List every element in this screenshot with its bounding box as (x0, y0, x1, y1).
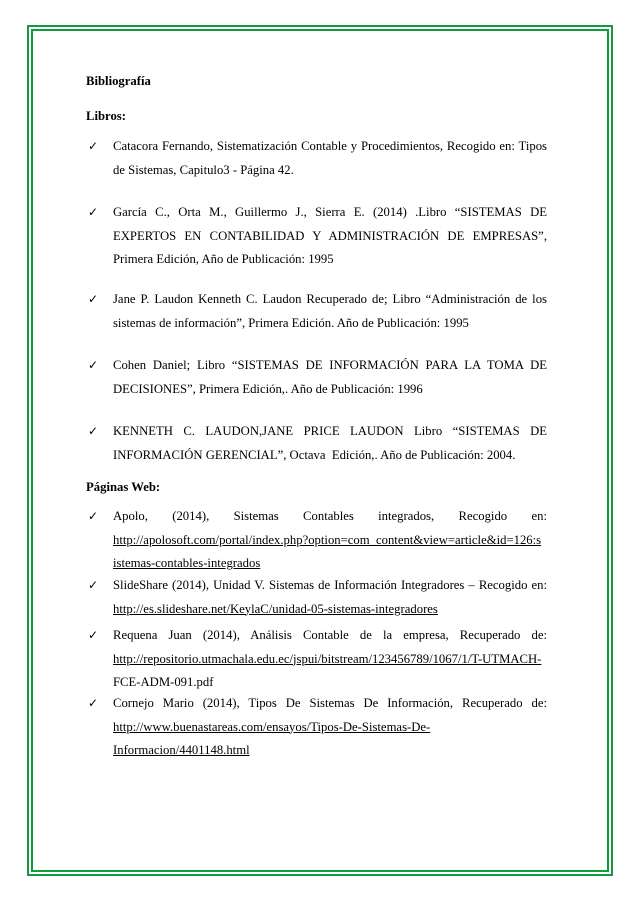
document-title: Bibliografía (86, 74, 151, 88)
reference-line: KENNETH C. LAUDON,JANE PRICE LAUDON Libro “SISTEMAS DE (113, 424, 547, 438)
reference-item (113, 135, 547, 182)
checkmark-icon (88, 505, 98, 529)
section-heading-web-pages: Páginas Web: (86, 480, 161, 494)
reference-link[interactable]: istemas-contables-integrados (113, 556, 261, 570)
reference-item (113, 692, 547, 763)
reference-line: Cornejo Mario (2014), Tipos De Sistemas De Información, Recuperado de: (113, 696, 547, 710)
reference-line: de Sistemas, Capitulo3 - Página 42. (113, 162, 294, 177)
reference-link[interactable]: http://repositorio.utmachala.edu.ec/jspui/bitstream/123456789/1067/1/T-UTMACH- (113, 651, 542, 666)
checkmark-icon (88, 288, 98, 312)
checkmark-icon (88, 574, 98, 598)
reference-link[interactable]: http://apolosoft.com/portal/index.php?option=com_content&view=article&id=126:s (113, 532, 542, 547)
reference-line: Catacora Fernando, Sistematización Contable y Procedimientos, Recogido en: Tipos (113, 139, 547, 153)
reference-item (113, 354, 547, 401)
checkmark-icon (88, 420, 98, 444)
reference-line: EXPERTOS EN CONTABILIDAD Y ADMINISTRACIÓN DE EMPRESAS”, (113, 228, 547, 243)
reference-item (113, 201, 547, 272)
reference-item (113, 574, 547, 621)
checkmark-icon (88, 624, 98, 648)
reference-item (113, 288, 547, 335)
reference-line: DECISIONES”, Primera Edición,. Año de Publicación: 1996 (113, 381, 423, 396)
reference-line: INFORMACIÓN GERENCIAL”, Octava Edición,. Año de Publicación: 2004. (113, 447, 516, 462)
reference-line: García C., Orta M., Guillermo J., Sierra E. (2014) .Libro “SISTEMAS DE (113, 205, 547, 219)
reference-line: sistemas de información”, Primera Edición. Año de Publicación: 1995 (113, 315, 469, 330)
reference-line: SlideShare (2014), Unidad V. Sistemas de Información Integradores – Recogido en: (113, 578, 547, 592)
checkmark-icon (88, 135, 98, 159)
reference-line: Primera Edición, Año de Publicación: 1995 (113, 252, 334, 266)
reference-line: Requena Juan (2014), Análisis Contable de la empresa, Recuperado de: (113, 628, 547, 642)
reference-item (113, 505, 547, 576)
reference-link[interactable]: Informacion/4401148.html (113, 743, 250, 757)
checkmark-icon (88, 201, 98, 225)
reference-item (113, 420, 547, 467)
checkmark-icon (88, 354, 98, 378)
reference-line: Apolo, (2014), Sistemas Contables integrados, Recogido en: (113, 509, 547, 523)
reference-link[interactable]: http://es.slideshare.net/KeylaC/unidad-05-sistemas-integradores (113, 601, 438, 616)
section-heading-books: Libros: (86, 109, 126, 123)
reference-line: FCE-ADM-091.pdf (113, 675, 214, 689)
reference-line: Jane P. Laudon Kenneth C. Laudon Recuperado de; Libro “Administración de los (113, 292, 547, 306)
reference-item (113, 624, 547, 695)
reference-line: Cohen Daniel; Libro “SISTEMAS DE INFORMACIÓN PARA LA TOMA DE (113, 358, 547, 372)
reference-link[interactable]: http://www.buenastareas.com/ensayos/Tipos-De-Sistemas-De- (113, 719, 431, 734)
checkmark-icon (88, 692, 98, 716)
